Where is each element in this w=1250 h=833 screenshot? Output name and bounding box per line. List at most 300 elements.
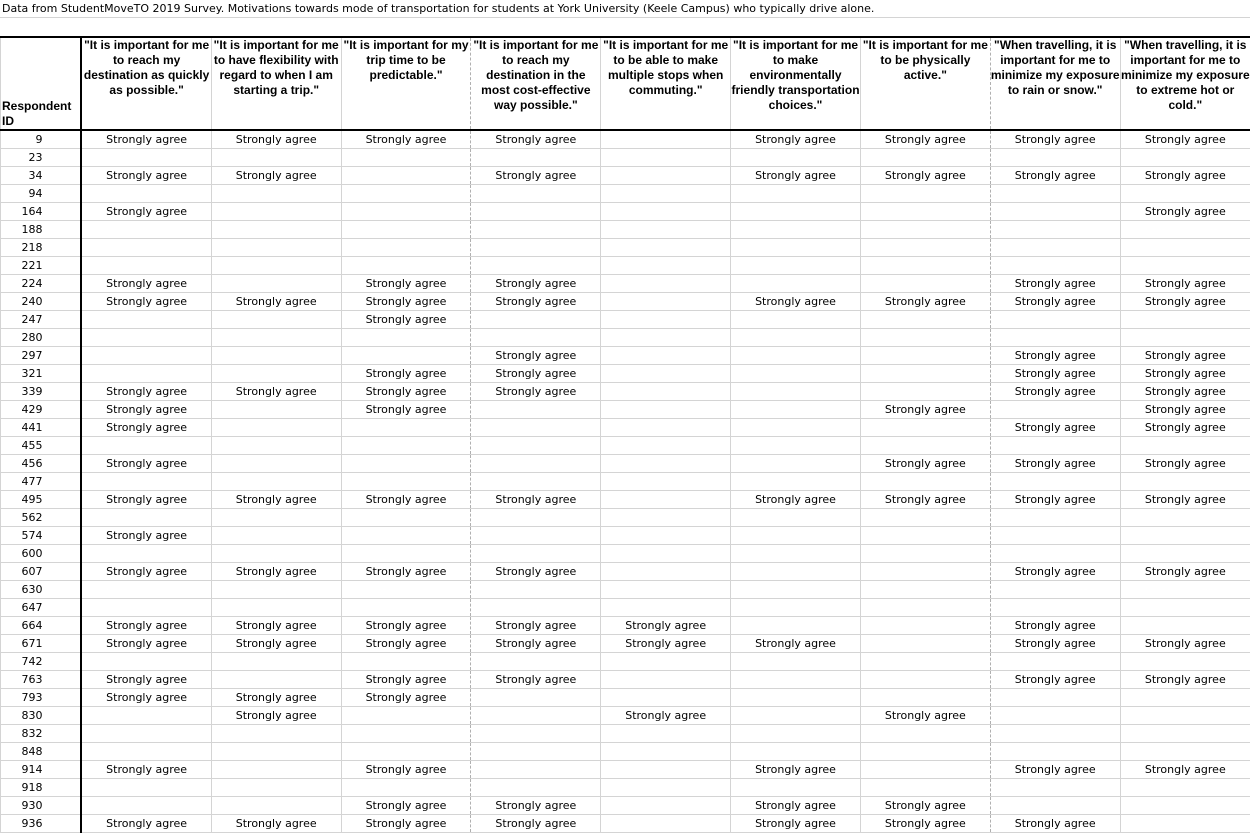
response-cell[interactable]: Strongly agree <box>1120 167 1250 185</box>
response-cell[interactable] <box>860 383 990 401</box>
respondent-id-cell[interactable]: 562 <box>1 509 82 527</box>
response-cell[interactable] <box>601 527 731 545</box>
response-cell[interactable]: Strongly agree <box>990 671 1120 689</box>
response-cell[interactable] <box>341 167 471 185</box>
response-cell[interactable] <box>731 311 861 329</box>
column-header-3[interactable]: "It is important for my trip time to be predictable." <box>341 37 471 130</box>
response-cell[interactable] <box>1120 707 1250 725</box>
response-cell[interactable]: Strongly agree <box>731 130 861 149</box>
response-cell[interactable] <box>990 203 1120 221</box>
response-cell[interactable] <box>471 311 601 329</box>
response-cell[interactable] <box>731 707 861 725</box>
response-cell[interactable]: Strongly agree <box>990 347 1120 365</box>
response-cell[interactable] <box>731 599 861 617</box>
response-cell[interactable]: Strongly agree <box>211 635 341 653</box>
response-cell[interactable] <box>1120 779 1250 797</box>
respondent-id-cell[interactable]: 297 <box>1 347 82 365</box>
response-cell[interactable]: Strongly agree <box>211 293 341 311</box>
response-cell[interactable] <box>601 203 731 221</box>
response-cell[interactable]: Strongly agree <box>990 617 1120 635</box>
response-cell[interactable] <box>860 329 990 347</box>
response-cell[interactable] <box>211 761 341 779</box>
response-cell[interactable] <box>731 221 861 239</box>
response-cell[interactable] <box>211 743 341 761</box>
response-cell[interactable]: Strongly agree <box>341 130 471 149</box>
response-cell[interactable] <box>211 653 341 671</box>
response-cell[interactable]: Strongly agree <box>471 365 601 383</box>
response-cell[interactable] <box>211 527 341 545</box>
response-cell[interactable]: Strongly agree <box>81 617 211 635</box>
response-cell[interactable]: Strongly agree <box>1120 401 1250 419</box>
response-cell[interactable] <box>1120 599 1250 617</box>
response-cell[interactable] <box>601 221 731 239</box>
response-cell[interactable] <box>471 761 601 779</box>
response-cell[interactable]: Strongly agree <box>990 293 1120 311</box>
response-cell[interactable] <box>1120 473 1250 491</box>
response-cell[interactable] <box>731 617 861 635</box>
response-cell[interactable] <box>211 239 341 257</box>
response-cell[interactable] <box>341 509 471 527</box>
response-cell[interactable]: Strongly agree <box>341 275 471 293</box>
respondent-id-cell[interactable]: 671 <box>1 635 82 653</box>
response-cell[interactable]: Strongly agree <box>341 671 471 689</box>
response-cell[interactable] <box>341 455 471 473</box>
response-cell[interactable] <box>81 347 211 365</box>
response-cell[interactable] <box>601 779 731 797</box>
response-cell[interactable]: Strongly agree <box>1120 275 1250 293</box>
respondent-id-cell[interactable]: 23 <box>1 149 82 167</box>
response-cell[interactable] <box>341 149 471 167</box>
response-cell[interactable]: Strongly agree <box>990 491 1120 509</box>
response-cell[interactable] <box>860 311 990 329</box>
response-cell[interactable] <box>990 257 1120 275</box>
respondent-id-cell[interactable]: 630 <box>1 581 82 599</box>
response-cell[interactable] <box>471 239 601 257</box>
response-cell[interactable] <box>731 203 861 221</box>
response-cell[interactable] <box>211 455 341 473</box>
response-cell[interactable]: Strongly agree <box>731 167 861 185</box>
response-cell[interactable] <box>731 257 861 275</box>
response-cell[interactable] <box>1120 527 1250 545</box>
column-header-7[interactable]: "It is important for me to be physically active." <box>860 37 990 130</box>
response-cell[interactable] <box>471 707 601 725</box>
response-cell[interactable]: Strongly agree <box>81 383 211 401</box>
response-cell[interactable]: Strongly agree <box>471 491 601 509</box>
response-cell[interactable] <box>731 509 861 527</box>
response-cell[interactable] <box>731 365 861 383</box>
respondent-id-cell[interactable]: 221 <box>1 257 82 275</box>
response-cell[interactable]: Strongly agree <box>1120 130 1250 149</box>
column-header-8[interactable]: "When travelling, it is important for me to minimize my exposure to rain or snow." <box>990 37 1120 130</box>
response-cell[interactable] <box>471 581 601 599</box>
response-cell[interactable] <box>341 743 471 761</box>
respondent-id-cell[interactable]: 280 <box>1 329 82 347</box>
response-cell[interactable]: Strongly agree <box>81 761 211 779</box>
response-cell[interactable]: Strongly agree <box>341 365 471 383</box>
response-cell[interactable] <box>81 779 211 797</box>
column-header-6[interactable]: "It is important for me to make environmentally friendly transportation choices." <box>731 37 861 130</box>
response-cell[interactable] <box>211 311 341 329</box>
response-cell[interactable] <box>81 707 211 725</box>
response-cell[interactable] <box>601 743 731 761</box>
response-cell[interactable] <box>81 239 211 257</box>
respondent-id-cell[interactable]: 477 <box>1 473 82 491</box>
response-cell[interactable] <box>601 473 731 491</box>
response-cell[interactable]: Strongly agree <box>1120 365 1250 383</box>
response-cell[interactable] <box>860 347 990 365</box>
respondent-id-cell[interactable]: 763 <box>1 671 82 689</box>
response-cell[interactable]: Strongly agree <box>860 401 990 419</box>
respondent-id-cell[interactable]: 339 <box>1 383 82 401</box>
response-cell[interactable] <box>471 599 601 617</box>
response-cell[interactable] <box>860 743 990 761</box>
response-cell[interactable] <box>731 581 861 599</box>
response-cell[interactable] <box>341 545 471 563</box>
response-cell[interactable] <box>990 743 1120 761</box>
response-cell[interactable] <box>731 545 861 563</box>
response-cell[interactable] <box>731 725 861 743</box>
response-cell[interactable] <box>81 149 211 167</box>
response-cell[interactable] <box>211 671 341 689</box>
response-cell[interactable]: Strongly agree <box>211 563 341 581</box>
response-cell[interactable]: Strongly agree <box>860 815 990 833</box>
response-cell[interactable]: Strongly agree <box>731 293 861 311</box>
response-cell[interactable] <box>601 599 731 617</box>
response-cell[interactable] <box>341 581 471 599</box>
response-cell[interactable]: Strongly agree <box>471 563 601 581</box>
response-cell[interactable]: Strongly agree <box>471 293 601 311</box>
response-cell[interactable]: Strongly agree <box>341 761 471 779</box>
response-cell[interactable] <box>81 329 211 347</box>
response-cell[interactable] <box>471 437 601 455</box>
response-cell[interactable] <box>1120 743 1250 761</box>
response-cell[interactable] <box>731 689 861 707</box>
response-cell[interactable] <box>471 527 601 545</box>
response-cell[interactable] <box>1120 221 1250 239</box>
response-cell[interactable] <box>471 545 601 563</box>
respondent-id-cell[interactable]: 188 <box>1 221 82 239</box>
response-cell[interactable] <box>81 797 211 815</box>
response-cell[interactable]: Strongly agree <box>81 167 211 185</box>
response-cell[interactable] <box>601 671 731 689</box>
response-cell[interactable]: Strongly agree <box>990 365 1120 383</box>
response-cell[interactable] <box>1120 437 1250 455</box>
response-cell[interactable] <box>860 527 990 545</box>
response-cell[interactable] <box>81 311 211 329</box>
column-header-5[interactable]: "It is important for me to be able to make multiple stops when commuting." <box>601 37 731 130</box>
respondent-id-cell[interactable]: 218 <box>1 239 82 257</box>
response-cell[interactable] <box>211 329 341 347</box>
response-cell[interactable]: Strongly agree <box>341 617 471 635</box>
response-cell[interactable]: Strongly agree <box>81 401 211 419</box>
response-cell[interactable] <box>990 725 1120 743</box>
response-cell[interactable]: Strongly agree <box>211 383 341 401</box>
respondent-id-cell[interactable]: 936 <box>1 815 82 833</box>
response-cell[interactable]: Strongly agree <box>81 635 211 653</box>
response-cell[interactable]: Strongly agree <box>601 617 731 635</box>
response-cell[interactable] <box>1120 509 1250 527</box>
response-cell[interactable] <box>990 653 1120 671</box>
response-cell[interactable]: Strongly agree <box>81 293 211 311</box>
response-cell[interactable] <box>211 203 341 221</box>
response-cell[interactable] <box>471 185 601 203</box>
response-cell[interactable] <box>601 653 731 671</box>
response-cell[interactable] <box>1120 653 1250 671</box>
column-header-1[interactable]: "It is important for me to reach my destination as quickly as possible." <box>81 37 211 130</box>
response-cell[interactable] <box>601 130 731 149</box>
column-header-4[interactable]: "It is important for me to reach my destination in the most cost-effective way possible." <box>471 37 601 130</box>
response-cell[interactable] <box>211 185 341 203</box>
response-cell[interactable] <box>731 653 861 671</box>
response-cell[interactable] <box>341 419 471 437</box>
response-cell[interactable] <box>1120 617 1250 635</box>
response-cell[interactable] <box>471 329 601 347</box>
response-cell[interactable] <box>990 311 1120 329</box>
response-cell[interactable] <box>990 185 1120 203</box>
response-cell[interactable]: Strongly agree <box>990 563 1120 581</box>
response-cell[interactable] <box>81 581 211 599</box>
response-cell[interactable] <box>601 311 731 329</box>
response-cell[interactable]: Strongly agree <box>1120 383 1250 401</box>
response-cell[interactable]: Strongly agree <box>860 455 990 473</box>
response-cell[interactable] <box>601 455 731 473</box>
response-cell[interactable] <box>471 401 601 419</box>
response-cell[interactable] <box>731 185 861 203</box>
response-cell[interactable] <box>731 437 861 455</box>
respondent-id-cell[interactable]: 574 <box>1 527 82 545</box>
response-cell[interactable]: Strongly agree <box>1120 347 1250 365</box>
response-cell[interactable] <box>860 581 990 599</box>
response-cell[interactable] <box>471 509 601 527</box>
response-cell[interactable]: Strongly agree <box>1120 491 1250 509</box>
response-cell[interactable]: Strongly agree <box>990 815 1120 833</box>
response-cell[interactable] <box>860 275 990 293</box>
response-cell[interactable] <box>471 473 601 491</box>
response-cell[interactable]: Strongly agree <box>81 671 211 689</box>
response-cell[interactable] <box>341 707 471 725</box>
response-cell[interactable] <box>1120 545 1250 563</box>
response-cell[interactable]: Strongly agree <box>81 491 211 509</box>
respondent-id-cell[interactable]: 9 <box>1 130 82 149</box>
respondent-id-cell[interactable]: 321 <box>1 365 82 383</box>
response-cell[interactable]: Strongly agree <box>211 707 341 725</box>
response-cell[interactable]: Strongly agree <box>860 491 990 509</box>
response-cell[interactable] <box>731 473 861 491</box>
response-cell[interactable]: Strongly agree <box>860 707 990 725</box>
response-cell[interactable] <box>601 347 731 365</box>
response-cell[interactable] <box>81 365 211 383</box>
response-cell[interactable] <box>1120 329 1250 347</box>
response-cell[interactable]: Strongly agree <box>341 311 471 329</box>
response-cell[interactable] <box>860 545 990 563</box>
response-cell[interactable] <box>990 149 1120 167</box>
respondent-id-cell[interactable]: 224 <box>1 275 82 293</box>
response-cell[interactable] <box>1120 311 1250 329</box>
response-cell[interactable] <box>471 689 601 707</box>
response-cell[interactable]: Strongly agree <box>471 167 601 185</box>
respondent-id-cell[interactable]: 607 <box>1 563 82 581</box>
response-cell[interactable]: Strongly agree <box>341 689 471 707</box>
response-cell[interactable] <box>211 797 341 815</box>
column-header-9[interactable]: "When travelling, it is important for me to minimize my exposure to extreme hot or cold." <box>1120 37 1250 130</box>
respondent-id-cell[interactable]: 94 <box>1 185 82 203</box>
response-cell[interactable] <box>81 653 211 671</box>
response-cell[interactable] <box>601 545 731 563</box>
response-cell[interactable] <box>731 149 861 167</box>
response-cell[interactable] <box>860 689 990 707</box>
respondent-id-cell[interactable]: 647 <box>1 599 82 617</box>
response-cell[interactable] <box>990 707 1120 725</box>
column-header-2[interactable]: "It is important for me to have flexibility with regard to when I am starting a trip." <box>211 37 341 130</box>
response-cell[interactable]: Strongly agree <box>1120 635 1250 653</box>
respondent-id-cell[interactable]: 742 <box>1 653 82 671</box>
response-cell[interactable] <box>81 743 211 761</box>
response-cell[interactable]: Strongly agree <box>341 401 471 419</box>
response-cell[interactable]: Strongly agree <box>81 815 211 833</box>
response-cell[interactable] <box>341 347 471 365</box>
response-cell[interactable] <box>601 797 731 815</box>
response-cell[interactable] <box>471 203 601 221</box>
response-cell[interactable] <box>601 491 731 509</box>
response-cell[interactable] <box>860 221 990 239</box>
response-cell[interactable] <box>731 239 861 257</box>
response-cell[interactable] <box>341 329 471 347</box>
response-cell[interactable]: Strongly agree <box>471 347 601 365</box>
response-cell[interactable] <box>601 419 731 437</box>
response-cell[interactable] <box>601 383 731 401</box>
respondent-id-cell[interactable]: 429 <box>1 401 82 419</box>
response-cell[interactable]: Strongly agree <box>471 671 601 689</box>
response-cell[interactable] <box>731 383 861 401</box>
response-cell[interactable]: Strongly agree <box>990 455 1120 473</box>
respondent-id-cell[interactable]: 164 <box>1 203 82 221</box>
response-cell[interactable] <box>81 725 211 743</box>
respondent-id-cell[interactable]: 914 <box>1 761 82 779</box>
response-cell[interactable] <box>471 653 601 671</box>
response-cell[interactable]: Strongly agree <box>601 707 731 725</box>
response-cell[interactable] <box>860 653 990 671</box>
response-cell[interactable]: Strongly agree <box>601 635 731 653</box>
response-cell[interactable] <box>341 185 471 203</box>
response-cell[interactable] <box>601 365 731 383</box>
response-cell[interactable]: Strongly agree <box>471 275 601 293</box>
response-cell[interactable] <box>601 239 731 257</box>
response-cell[interactable] <box>211 725 341 743</box>
response-cell[interactable] <box>860 419 990 437</box>
response-cell[interactable]: Strongly agree <box>1120 293 1250 311</box>
response-cell[interactable] <box>860 779 990 797</box>
response-cell[interactable] <box>990 545 1120 563</box>
response-cell[interactable] <box>341 779 471 797</box>
response-cell[interactable]: Strongly agree <box>731 797 861 815</box>
response-cell[interactable] <box>860 725 990 743</box>
response-cell[interactable] <box>601 185 731 203</box>
respondent-id-cell[interactable]: 34 <box>1 167 82 185</box>
response-cell[interactable]: Strongly agree <box>81 130 211 149</box>
response-cell[interactable] <box>471 257 601 275</box>
response-cell[interactable]: Strongly agree <box>81 203 211 221</box>
response-cell[interactable]: Strongly agree <box>211 491 341 509</box>
response-cell[interactable]: Strongly agree <box>990 635 1120 653</box>
response-cell[interactable]: Strongly agree <box>471 130 601 149</box>
response-cell[interactable]: Strongly agree <box>1120 203 1250 221</box>
response-cell[interactable]: Strongly agree <box>731 635 861 653</box>
response-cell[interactable] <box>471 419 601 437</box>
response-cell[interactable] <box>341 527 471 545</box>
response-cell[interactable] <box>471 455 601 473</box>
response-cell[interactable] <box>860 149 990 167</box>
response-cell[interactable] <box>731 671 861 689</box>
response-cell[interactable] <box>341 203 471 221</box>
response-cell[interactable] <box>601 725 731 743</box>
response-cell[interactable] <box>601 257 731 275</box>
response-cell[interactable]: Strongly agree <box>1120 419 1250 437</box>
respondent-id-cell[interactable]: 247 <box>1 311 82 329</box>
response-cell[interactable] <box>601 401 731 419</box>
response-cell[interactable]: Strongly agree <box>860 797 990 815</box>
response-cell[interactable] <box>1120 581 1250 599</box>
response-cell[interactable] <box>1120 725 1250 743</box>
response-cell[interactable] <box>990 689 1120 707</box>
response-cell[interactable] <box>990 221 1120 239</box>
response-cell[interactable] <box>990 797 1120 815</box>
response-cell[interactable] <box>731 419 861 437</box>
response-cell[interactable] <box>990 509 1120 527</box>
response-cell[interactable]: Strongly agree <box>81 275 211 293</box>
response-cell[interactable]: Strongly agree <box>990 275 1120 293</box>
response-cell[interactable]: Strongly agree <box>471 383 601 401</box>
response-cell[interactable]: Strongly agree <box>81 419 211 437</box>
respondent-id-cell[interactable]: 441 <box>1 419 82 437</box>
response-cell[interactable] <box>211 473 341 491</box>
response-cell[interactable]: Strongly agree <box>990 167 1120 185</box>
respondent-id-cell[interactable]: 830 <box>1 707 82 725</box>
response-cell[interactable]: Strongly agree <box>81 689 211 707</box>
response-cell[interactable] <box>81 185 211 203</box>
response-cell[interactable] <box>81 545 211 563</box>
response-cell[interactable] <box>860 671 990 689</box>
response-cell[interactable]: Strongly agree <box>860 167 990 185</box>
respondent-id-cell[interactable]: 848 <box>1 743 82 761</box>
response-cell[interactable]: Strongly agree <box>211 167 341 185</box>
response-cell[interactable] <box>1120 257 1250 275</box>
response-cell[interactable]: Strongly agree <box>860 293 990 311</box>
response-cell[interactable] <box>341 725 471 743</box>
response-cell[interactable] <box>211 545 341 563</box>
response-cell[interactable] <box>601 563 731 581</box>
respondent-id-cell[interactable]: 793 <box>1 689 82 707</box>
response-cell[interactable]: Strongly agree <box>471 815 601 833</box>
response-cell[interactable] <box>731 329 861 347</box>
respondent-id-cell[interactable]: 664 <box>1 617 82 635</box>
respondent-id-cell[interactable]: 832 <box>1 725 82 743</box>
respondent-id-cell[interactable]: 930 <box>1 797 82 815</box>
response-cell[interactable] <box>211 437 341 455</box>
response-cell[interactable] <box>601 509 731 527</box>
response-cell[interactable] <box>990 581 1120 599</box>
response-cell[interactable] <box>860 473 990 491</box>
response-cell[interactable] <box>81 473 211 491</box>
response-cell[interactable]: Strongly agree <box>211 617 341 635</box>
response-cell[interactable] <box>341 437 471 455</box>
response-cell[interactable] <box>731 401 861 419</box>
response-cell[interactable]: Strongly agree <box>341 293 471 311</box>
response-cell[interactable] <box>731 347 861 365</box>
response-cell[interactable] <box>211 509 341 527</box>
response-cell[interactable] <box>990 599 1120 617</box>
respondent-id-cell[interactable]: 456 <box>1 455 82 473</box>
response-cell[interactable] <box>471 779 601 797</box>
